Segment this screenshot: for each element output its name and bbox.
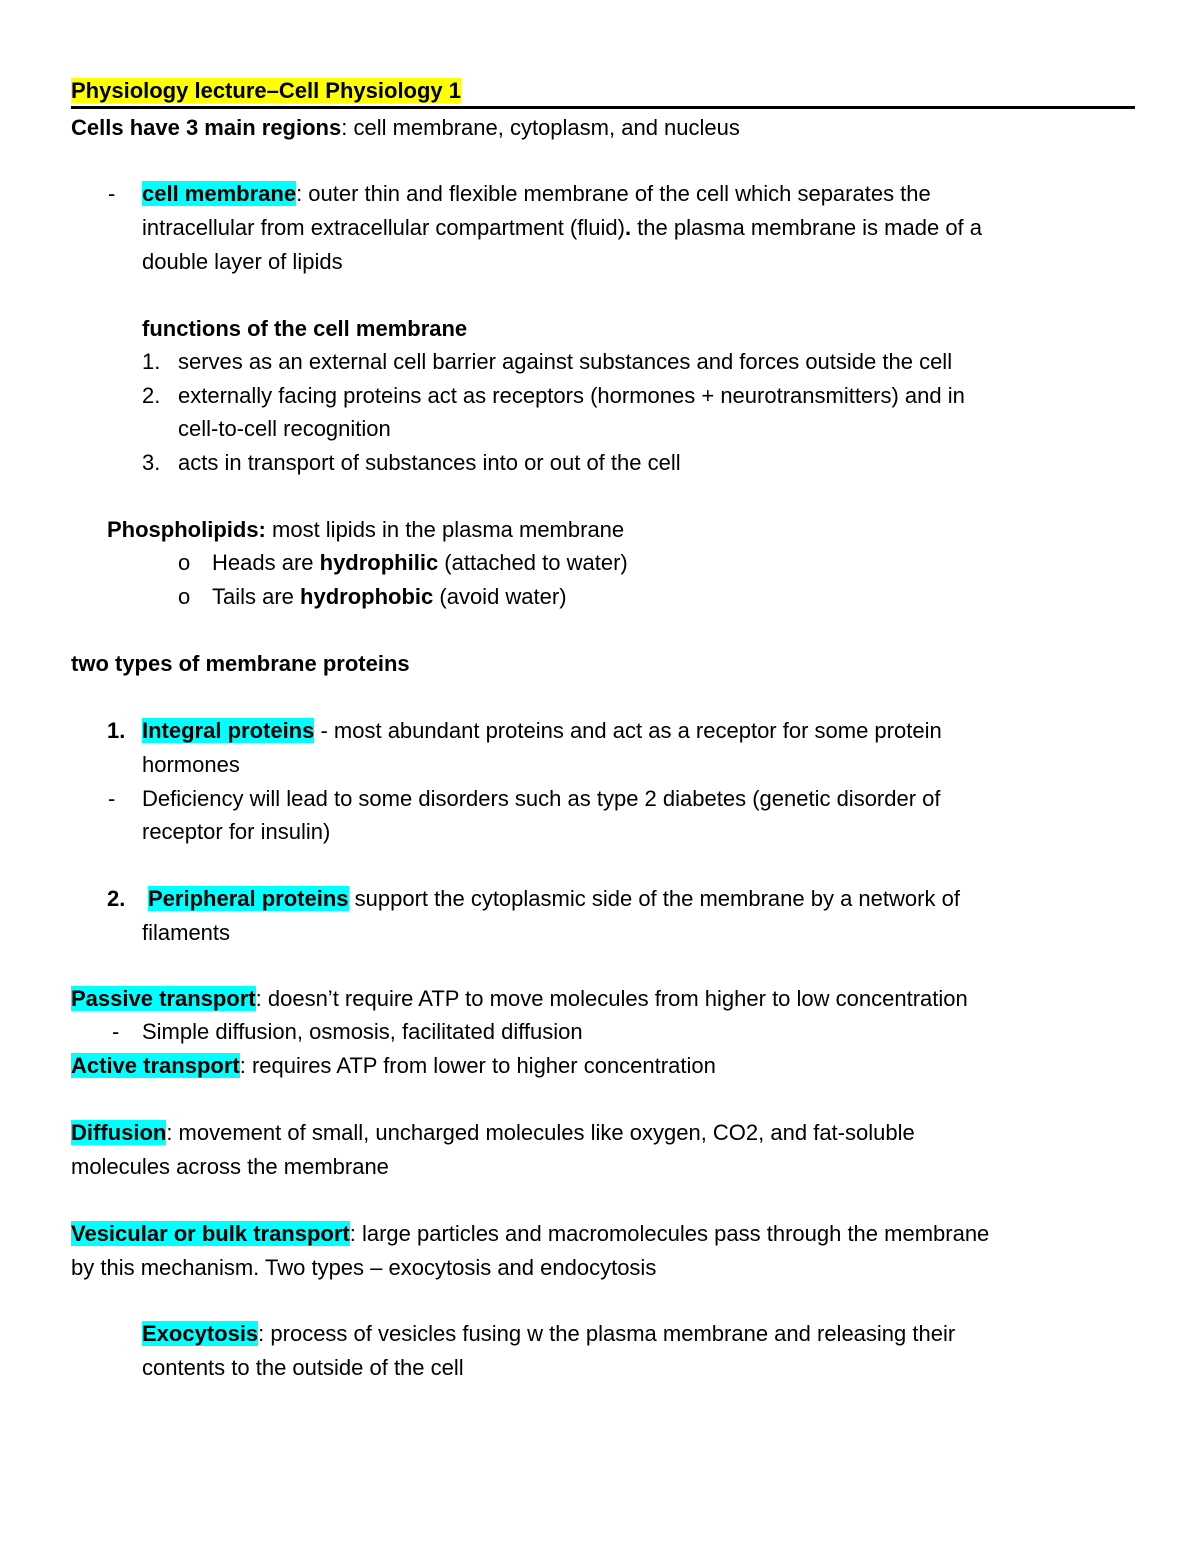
function-item-number: 2.	[142, 383, 161, 408]
membrane-proteins-heading: two types of membrane proteins	[71, 651, 410, 676]
page-title: Physiology lecture–Cell Physiology 1	[71, 78, 462, 103]
integral-sub-bullet: -	[108, 786, 116, 811]
functions-heading: functions of the cell membrane	[142, 316, 468, 341]
active-transport-term: Active transport	[71, 1053, 240, 1078]
active-transport-line: Active transport: requires ATP from lower to higher concentration	[71, 1053, 716, 1078]
function-item-text-cont: cell-to-cell recognition	[178, 416, 391, 441]
integral-number: 1.	[107, 718, 126, 743]
integral-proteins-line-2: hormones	[142, 752, 240, 777]
diffusion-term: Diffusion	[71, 1120, 167, 1145]
integral-sub-line-1: Deficiency will lead to some disorders such as type 2 diabetes (genetic disorder of	[142, 786, 941, 811]
diffusion-line-2: molecules across the membrane	[71, 1154, 389, 1179]
integral-proteins-line-1: Integral proteins - most abundant proteins and act as a receptor for some protein	[142, 718, 942, 743]
exocytosis-line-2: contents to the outside of the cell	[142, 1355, 464, 1380]
integral-proteins-term: Integral proteins	[142, 718, 315, 743]
function-item-text: acts in transport of substances into or out of the cell	[178, 450, 681, 475]
vesicular-transport-term: Vesicular or bulk transport	[71, 1221, 350, 1246]
intro-line: Cells have 3 main regions: cell membrane, cytoplasm, and nucleus	[71, 115, 740, 140]
cell-membrane-line-1: cell membrane: outer thin and flexible membrane of the cell which separates the	[142, 181, 931, 206]
diffusion-line-1: Diffusion: movement of small, uncharged molecules like oxygen, CO2, and fat-soluble	[71, 1120, 915, 1145]
cell-membrane-term: cell membrane	[142, 181, 297, 206]
phospholipid-tails-item: Tails are hydrophobic (avoid water)	[212, 584, 567, 609]
peripheral-number: 2.	[107, 886, 126, 911]
passive-transport-line: Passive transport: doesn’t require ATP to move molecules from higher to low concentration	[71, 986, 968, 1011]
phospholipid-heads-item: Heads are hydrophilic (attached to water)	[212, 550, 628, 575]
bullet-marker: o	[178, 584, 191, 609]
bullet-marker: o	[178, 550, 191, 575]
exocytosis-term: Exocytosis	[142, 1321, 259, 1346]
title-underline-rule	[71, 106, 1135, 109]
peripheral-proteins-line-2: filaments	[142, 920, 231, 945]
function-item-number: 1.	[142, 349, 161, 374]
passive-transport-term: Passive transport	[71, 986, 256, 1011]
cell-membrane-bullet: -	[108, 181, 116, 206]
cell-membrane-line-2: intracellular from extracellular compartment (fluid). the plasma membrane is made of a	[142, 215, 983, 240]
function-item-text: externally facing proteins act as receptors (hormones + neurotransmitters) and in	[178, 383, 965, 408]
phospholipids-line: Phospholipids: most lipids in the plasma membrane	[107, 517, 625, 542]
vesicular-line-2: by this mechanism. Two types – exocytosis and endocytosis	[71, 1255, 657, 1280]
passive-sub-bullet: -	[112, 1019, 120, 1044]
function-item-number: 3.	[142, 450, 161, 475]
integral-sub-line-2: receptor for insulin)	[142, 819, 331, 844]
peripheral-proteins-term: Peripheral proteins	[148, 886, 349, 911]
vesicular-line-1: Vesicular or bulk transport: large particles and macromolecules pass through the membrane	[71, 1221, 990, 1246]
cell-membrane-line-3: double layer of lipids	[142, 249, 343, 274]
exocytosis-line-1: Exocytosis: process of vesicles fusing w the plasma membrane and releasing their	[142, 1321, 956, 1346]
function-item-text: serves as an external cell barrier against substances and forces outside the cell	[178, 349, 953, 374]
peripheral-proteins-line-1: Peripheral proteins support the cytoplasmic side of the membrane by a network of	[148, 886, 960, 911]
passive-sub-line: Simple diffusion, osmosis, facilitated diffusion	[142, 1019, 583, 1044]
